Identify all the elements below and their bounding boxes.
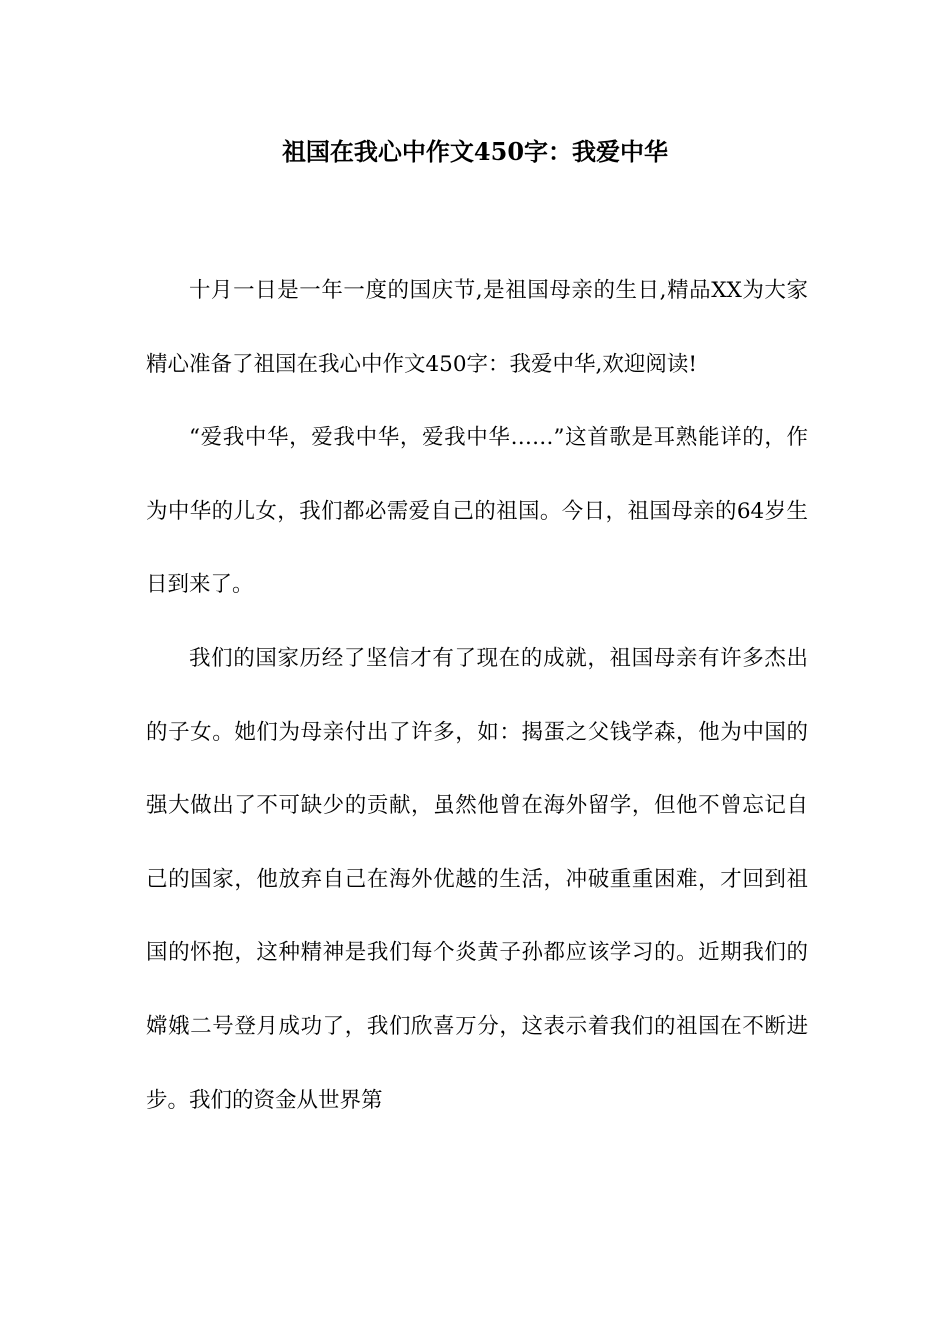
paragraph-3: 我们的国家历经了坚信才有了现在的成就，祖国母亲有许多杰出的子女。她们为母亲付出了许多，如：揭蛋之父钱学森，他为中国的强大做出了不可缺少的贡献，虽然他曾在海外留学，但他不曾忘记自己的国家，他放弃自己在海外优越的生活，冲破重重困难，才回到祖国的怀抱，这种精神是我们每个炎黄子孙都应该学习的。近期我们的嫦娥二号登月成功了，我们欣喜万分，这表示着我们的祖国在不断进步。我们的资金从世界第	[146, 645, 808, 1113]
paragraph-1: 十月一日是一年一度的国庆节,是祖国母亲的生日,精品XX为大家精心准备了祖国在我心中作文450字：我爱中华,欢迎阅读!	[146, 278, 808, 377]
article-body	[146, 254, 808, 1137]
page-title: 祖国在我心中作文450字：我爱中华	[281, 137, 669, 166]
paragraph-2: “爱我中华，爱我中华，爱我中华……”这首歌是耳熟能详的，作为中华的儿女，我们都必需爱自己的祖国。今日，祖国母亲的64岁生日到来了。	[146, 425, 808, 598]
